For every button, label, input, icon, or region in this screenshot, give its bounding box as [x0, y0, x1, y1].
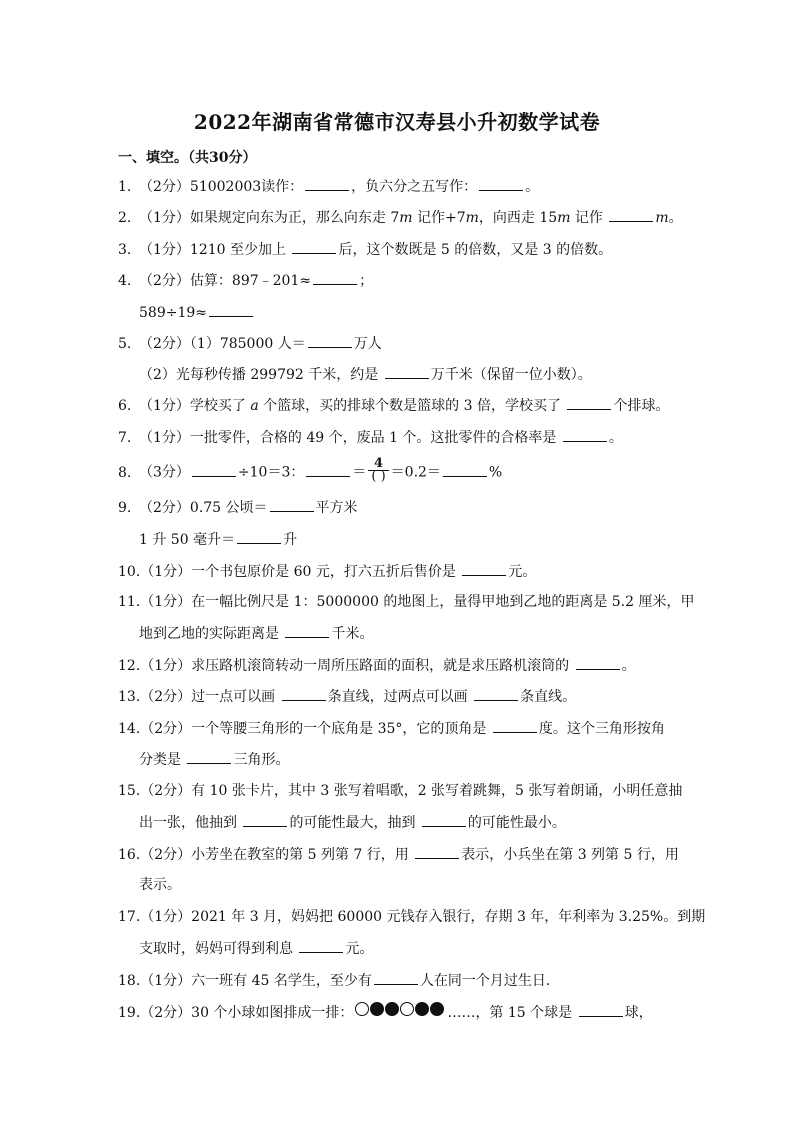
answer-blank[interactable] — [609, 208, 653, 222]
answer-blank[interactable] — [192, 463, 236, 477]
question-2: 2. （1分）如果规定向东为正，那么向东走 7m 记作+7m，向西走 15m 记作 m。 — [118, 210, 683, 226]
answer-blank[interactable] — [479, 177, 523, 191]
question-11-cont: 地到乙地的实际距离是 千米。 — [139, 626, 374, 642]
answer-blank[interactable] — [209, 303, 253, 317]
question-18: 18.（1分）六一班有 45 名学生，至少有 人在同一个月过生日. — [118, 973, 551, 989]
answer-blank[interactable] — [299, 939, 343, 953]
question-5: 5. （2分）（1）785000 人＝ 万人 — [118, 336, 382, 352]
fraction-blank[interactable]: ( ) — [371, 469, 386, 484]
answer-blank[interactable] — [567, 396, 611, 410]
black-ball-icon — [385, 1002, 399, 1016]
answer-blank[interactable] — [187, 750, 231, 764]
answer-blank[interactable] — [237, 530, 281, 544]
question-8: 8. （3分） ÷10＝3： ＝ $\frac{4}{( )}$ ＝0.2＝ % — [118, 456, 503, 484]
page-title: 2022年湖南省常德市汉寿县小升初数学试卷 — [193, 110, 601, 134]
black-ball-icon — [370, 1002, 384, 1016]
answer-blank[interactable] — [306, 463, 350, 477]
question-3: 3. （1分）1210 至少加上 后，这个数既是 5 的倍数，又是 3 的倍数。 — [118, 242, 613, 258]
answer-blank[interactable] — [292, 240, 336, 254]
question-7: 7. （1分）一批零件，合格的 49 个，废品 1 个。这批零件的合格率是 。 — [118, 430, 623, 446]
answer-blank[interactable] — [422, 813, 466, 827]
question-4-part-2: 589÷19≈ — [139, 303, 255, 322]
question-10: 10.（1分）一个书包原价是 60 元，打六五折后售价是 元。 — [118, 564, 537, 580]
answer-blank[interactable] — [282, 687, 326, 701]
answer-blank[interactable] — [415, 845, 459, 859]
question-15-cont: 出一张，他抽到 的可能性最大，抽到 的可能性最小。 — [139, 815, 566, 831]
answer-blank[interactable] — [576, 656, 620, 670]
answer-blank[interactable] — [474, 687, 518, 701]
question-5-part-2: （2）光每秒传播 299792 千米，约是 万千米（保留一位小数）。 — [139, 367, 592, 383]
question-16: 16.（2分）小芳坐在教室的第 5 列第 7 行，用 表示，小兵坐在第 3 列第 5 行，用 — [118, 847, 679, 863]
question-4: 4. （2分）估算：897﹣201≈ ； — [118, 273, 374, 289]
question-11: 11.（1分）在一幅比例尺是 1：5000000 的地图上，量得甲地到乙地的距离是 5.2 厘米，甲 — [118, 594, 695, 610]
ball-sequence-figure — [355, 1002, 445, 1021]
answer-blank[interactable] — [579, 1003, 623, 1017]
question-9: 9. （2分）0.75 公顷＝ 平方米 — [118, 500, 358, 516]
black-ball-icon — [430, 1002, 444, 1016]
answer-blank[interactable] — [285, 624, 329, 638]
answer-blank[interactable] — [308, 334, 352, 348]
white-ball-icon — [355, 1002, 369, 1016]
fraction: $\frac{4}{( )}$ — [368, 458, 388, 483]
question-13: 13.（2分）过一点可以画 条直线，过两点可以画 条直线。 — [118, 689, 577, 705]
answer-blank[interactable] — [493, 719, 537, 733]
question-19: 19.（2分）30 个小球如图排成一排： ……，第 15 个球是 球， — [118, 1003, 653, 1023]
question-16-cont: 表示。 — [139, 877, 181, 893]
answer-blank[interactable] — [270, 498, 314, 512]
answer-blank[interactable] — [305, 177, 349, 191]
question-9-part-2: 1 升 50 毫升＝ 升 — [139, 532, 298, 548]
question-6: 6. （1分）学校买了 a 个篮球，买的排球个数是篮球的 3 倍，学校买了 个排球。 — [118, 398, 670, 414]
answer-blank[interactable] — [443, 463, 487, 477]
question-12: 12.（1分）求压路机滚筒转动一周所压路面的面积，就是求压路机滚筒的 。 — [118, 658, 636, 674]
question-17: 17.（1分）2021 年 3 月，妈妈把 60000 元钱存入银行，存期 3 年，年利率为 3.25%。到期 — [118, 909, 706, 925]
white-ball-icon — [400, 1002, 414, 1016]
answer-blank[interactable] — [563, 428, 607, 442]
answer-blank[interactable] — [313, 271, 357, 285]
question-15: 15.（2分）有 10 张卡片，其中 3 张写着唱歌，2 张写着跳舞，5 张写着朗诵，小明任意抽 — [118, 783, 683, 799]
black-ball-icon — [415, 1002, 429, 1016]
question-14: 14.（2分）一个等腰三角形的一个底角是 35°，它的顶角是 度。这个三角形按角 — [118, 721, 665, 737]
section-heading: 一、填空。（共30分） — [118, 150, 257, 166]
question-14-cont: 分类是 三角形。 — [139, 752, 290, 768]
answer-blank[interactable] — [385, 365, 429, 379]
answer-blank[interactable] — [243, 813, 287, 827]
question-1: 1. （2分）51002003读作： ，负六分之五写作： 。 — [118, 179, 540, 195]
answer-blank[interactable] — [374, 971, 418, 985]
answer-blank[interactable] — [462, 562, 506, 576]
question-17-cont: 支取时，妈妈可得到利息 元。 — [139, 941, 374, 957]
